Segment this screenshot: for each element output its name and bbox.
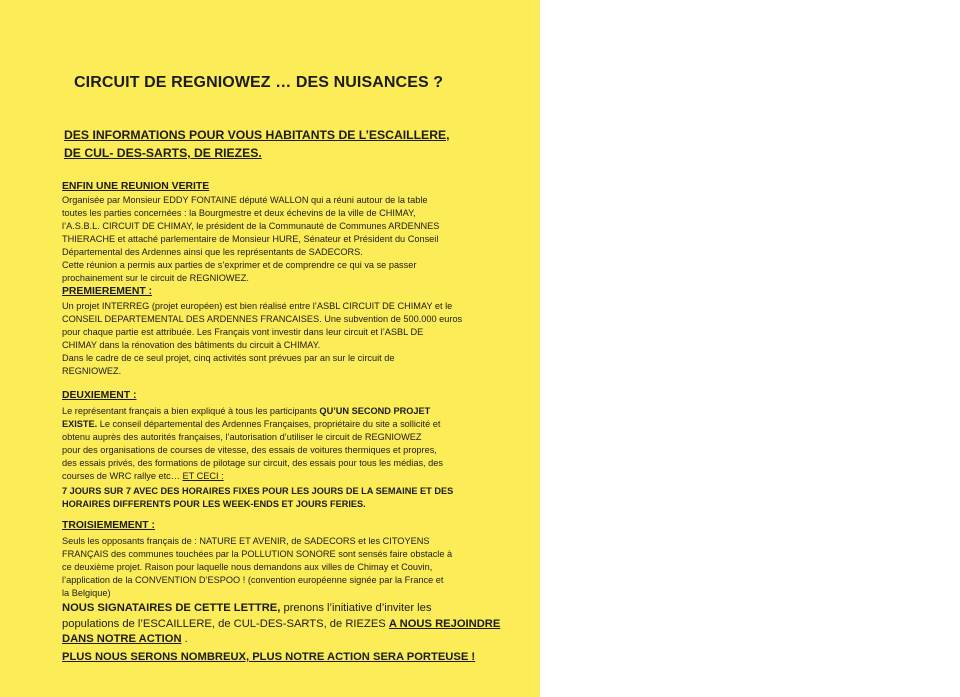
section4-line: l’application de la CONVENTION D’ESPOO ! (convention européenne signée par la France et <box>62 575 444 585</box>
section1-line: Cette réunion a permis aux parties de s’exprimer et de comprendre ce qui va se passer <box>62 260 417 270</box>
section4-line: la Belgique) <box>62 588 111 598</box>
section3-line: Le représentant français a bien expliqué à tous les participants QU’UN SECOND PROJET <box>62 406 431 416</box>
section3-line: EXISTE. Le conseil départemental des Ardennes Françaises, propriétaire du site a sollicité et <box>62 419 441 429</box>
section4-line: Seuls les opposants français de : NATURE ET AVENIR, de SADECORS et les CITOYENS <box>62 536 430 546</box>
section2-line: Dans le cadre de ce seul projet, cinq activités sont prévues par an sur le circuit de <box>62 353 395 363</box>
subheading-line-2: DE CUL- DES-SARTS, DE RIEZES. <box>64 146 262 160</box>
section1-line: Organisée par Monsieur EDDY FONTAINE député WALLON qui a réuni autour de la table <box>62 195 428 205</box>
section3-line: pour des organisations de courses de vitesse, des essais de voitures thermiques et propres, <box>62 445 437 455</box>
section-heading-premierement: PREMIEREMENT : <box>62 286 153 297</box>
section-heading-deuxiement: DEUXIEMENT : <box>62 390 137 401</box>
closing-line: NOUS SIGNATAIRES DE CETTE LETTRE, prenons l’initiative d’inviter les <box>62 602 432 614</box>
closing-slogan: PLUS NOUS SERONS NOMBREUX, PLUS NOTRE ACTION SERA PORTEUSE ! <box>62 651 476 663</box>
subheading-line-1: DES INFORMATIONS POUR VOUS HABITANTS DE L’ESCAILLERE, <box>64 128 450 142</box>
section-heading-troisiemement: TROISIEMEMENT : <box>62 520 155 531</box>
section1-line: THIERACHE et attaché parlementaire de Monsieur HURE, Sénateur et Président du Conseil <box>62 234 439 244</box>
section3-bold-line: 7 JOURS SUR 7 AVEC DES HORAIRES FIXES POUR LES JOURS DE LA SEMAINE ET DES <box>62 486 454 496</box>
section-heading-reunion: ENFIN UNE REUNION VERITE <box>62 181 210 192</box>
section1-line: prochainement sur le circuit de REGNIOWEZ. <box>62 273 249 283</box>
page-title: CIRCUIT DE REGNIOWEZ … DES NUISANCES ? <box>74 74 444 91</box>
section1-line: l’A.S.B.L. CIRCUIT DE CHIMAY, le président de la Communauté de Communes ARDENNES <box>62 221 440 231</box>
section1-line: Départemental des Ardennes ainsi que les représentants de SADECORS. <box>62 247 363 257</box>
section4-line: ce deuxième projet. Raison pour laquelle nous demandons aux villes de Chimay et Couvin, <box>62 562 433 572</box>
section4-line: FRANÇAIS des communes touchées par la POLLUTION SONORE sont sensés faire obstacle à <box>62 549 453 559</box>
section2-line: pour chaque partie est attribuée. Les Français vont investir dans leur circuit et l’ASBL DE <box>62 327 424 337</box>
section2-line: Un projet INTERREG (projet européen) est bien réalisé entre l’ASBL CIRCUIT DE CHIMAY et le <box>62 301 453 311</box>
section2-line: CHIMAY dans la rénovation des bâtiments du circuit à CHIMAY. <box>62 340 321 350</box>
section2-line: REGNIOWEZ. <box>62 366 122 376</box>
section3-bold-line: HORAIRES DIFFERENTS POUR LES WEEK-ENDS ET JOURS FERIES. <box>62 499 366 509</box>
section3-line: obtenu auprès des autorités françaises, l’autorisation d’utiliser le circuit de REGNIOWEZ <box>62 432 422 442</box>
section1-line: toutes les parties concernées : la Bourgmestre et deux échevins de la ville de CHIMAY, <box>62 208 416 218</box>
section2-line: CONSEIL DEPARTEMENTAL DES ARDENNES FRANCAISES. Une subvention de 500.000 euros <box>62 314 463 324</box>
section3-line: courses de WRC rallye etc… ET CECI : <box>62 471 224 481</box>
section3-line: des essais privés, des formations de pilotage sur circuit, des essais pour tous les médias, des <box>62 458 443 468</box>
closing-line: populations de l’ESCAILLERE, de CUL-DES-SARTS, de RIEZES A NOUS REJOINDRE <box>62 618 501 630</box>
closing-line: DANS NOTRE ACTION . <box>62 633 188 645</box>
